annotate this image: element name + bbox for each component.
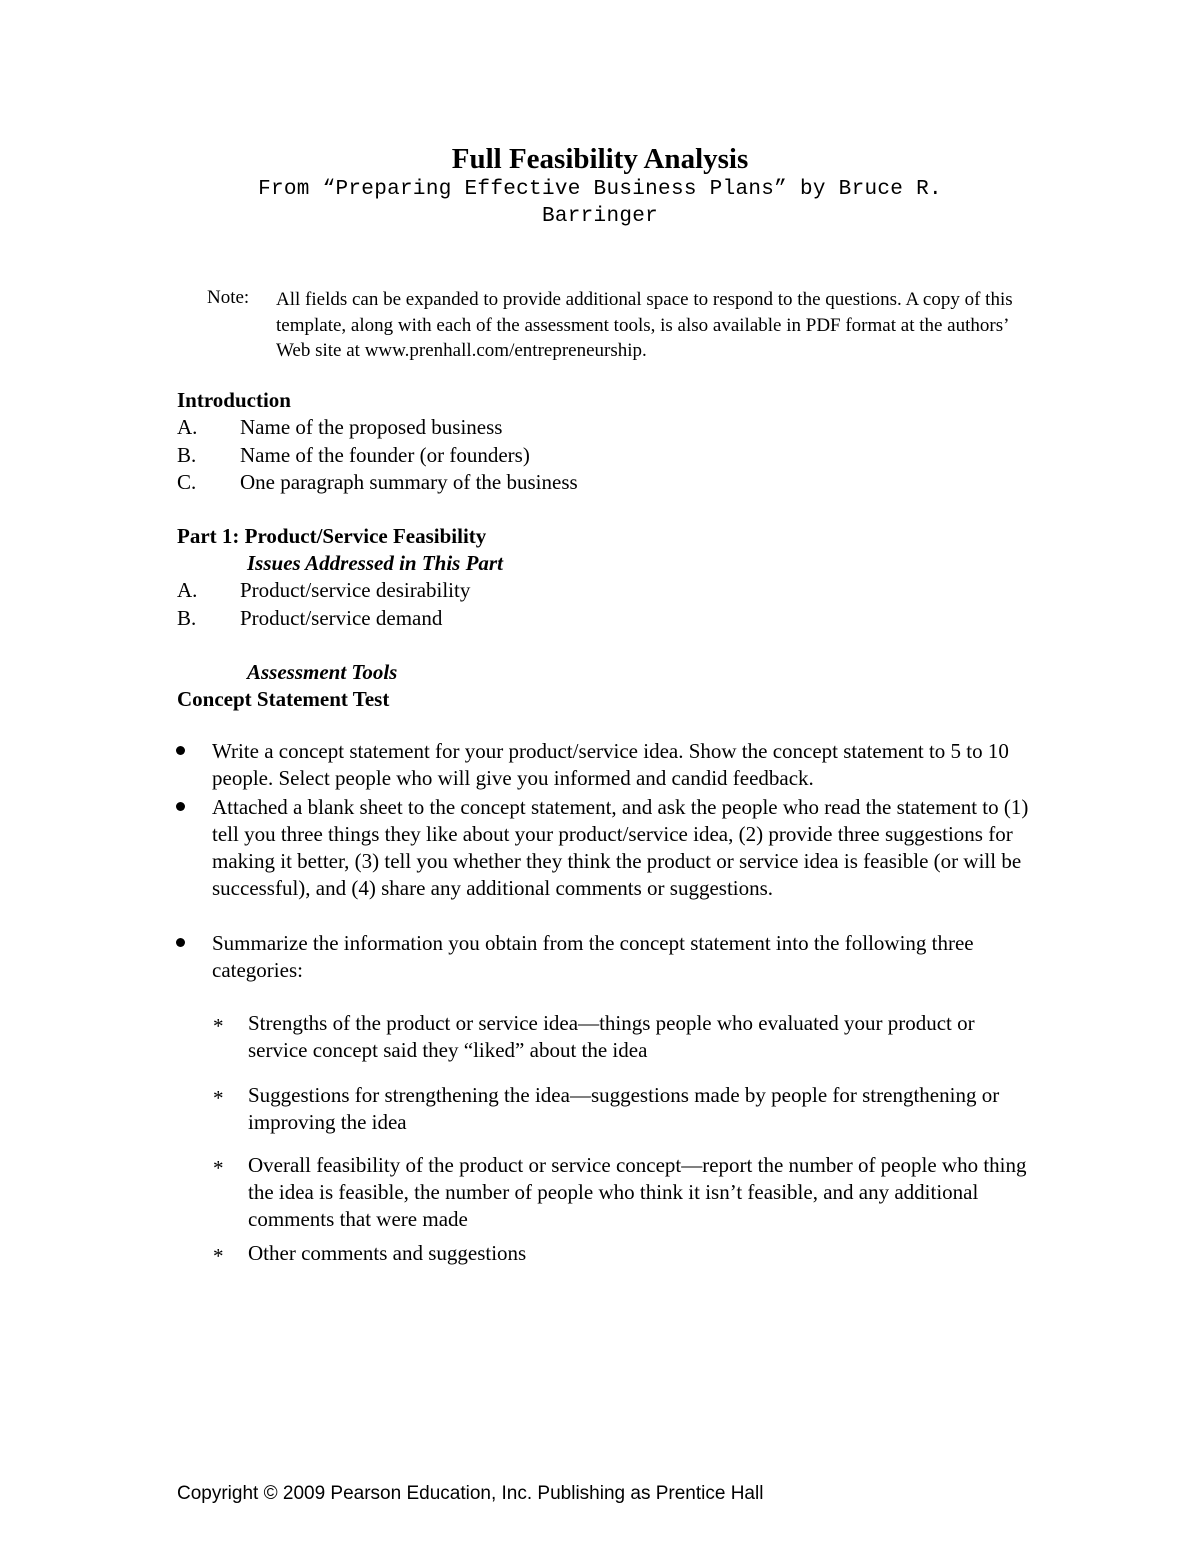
asterisk-icon: * xyxy=(213,1014,224,1038)
intro-item-letter: C. xyxy=(177,470,197,494)
bullet-text: Attached a blank sheet to the concept statement, and ask the people who read the statement to (1) tell you three things they like about your product/service idea, (2) provide three suggestions for making it better, (3) tell you whether they think the product or service idea is feasible (or will be successful), and (4) share any additional comments or suggestions. xyxy=(212,795,1029,900)
issues-heading: Issues Addressed in This Part xyxy=(247,551,503,575)
intro-item-letter: B. xyxy=(177,443,197,467)
bullet-text: Write a concept statement for your product/service idea. Show the concept statement to 5 to 10 people. Select people who will give you informed and candid feedback. xyxy=(212,739,1009,790)
asterisk-icon: * xyxy=(213,1156,224,1180)
category-text: Overall feasibility of the product or service concept—report the number of people who thing the idea is feasible, the number of people who think it isn’t feasible, and any additional comments that were made xyxy=(248,1153,1027,1231)
concept-test-heading: Concept Statement Test xyxy=(177,687,390,711)
copyright-footer: Copyright © 2009 Pearson Education, Inc. Publishing as Prentice Hall xyxy=(177,1483,764,1504)
category-text: Suggestions for strengthening the idea—suggestions made by people for strengthening or improving the idea xyxy=(248,1083,1000,1134)
bullet-text: Summarize the information you obtain from the concept statement into the following three categories: xyxy=(212,931,974,982)
part1-item-text: Product/service desirability xyxy=(240,578,471,602)
intro-item-text: Name of the founder (or founders) xyxy=(240,443,530,467)
part1-heading: Part 1: Product/Service Feasibility xyxy=(177,524,487,548)
part1-item-text: Product/service demand xyxy=(240,606,443,630)
intro-item-text: Name of the proposed business xyxy=(240,415,503,439)
part1-item-letter: B. xyxy=(177,606,197,630)
note-label: Note: xyxy=(207,287,250,308)
introduction-heading: Introduction xyxy=(177,388,291,412)
assessment-tools-heading: Assessment Tools xyxy=(247,660,398,684)
asterisk-icon: * xyxy=(213,1244,224,1268)
page-subtitle: From “Preparing Effective Business Plans” by Bruce R. Barringer xyxy=(258,178,942,228)
intro-item-letter: A. xyxy=(177,415,198,439)
page-title: Full Feasibility Analysis xyxy=(451,143,749,175)
asterisk-icon: * xyxy=(213,1086,224,1110)
bullet-icon xyxy=(176,938,185,947)
bullet-icon xyxy=(176,802,185,811)
intro-item-text: One paragraph summary of the business xyxy=(240,470,578,494)
category-text: Strengths of the product or service idea—things people who evaluated your product or service concept said they “liked” about the idea xyxy=(248,1011,975,1062)
category-text: Other comments and suggestions xyxy=(248,1241,527,1265)
note-text: All fields can be expanded to provide additional space to respond to the questions. A copy of this template, along with each of the assessment tools, is also available in PDF format at the authors’ Web site at www.prenhall.com/entrepreneurship. xyxy=(276,289,1013,361)
part1-item-letter: A. xyxy=(177,578,198,602)
bullet-icon xyxy=(176,746,185,755)
